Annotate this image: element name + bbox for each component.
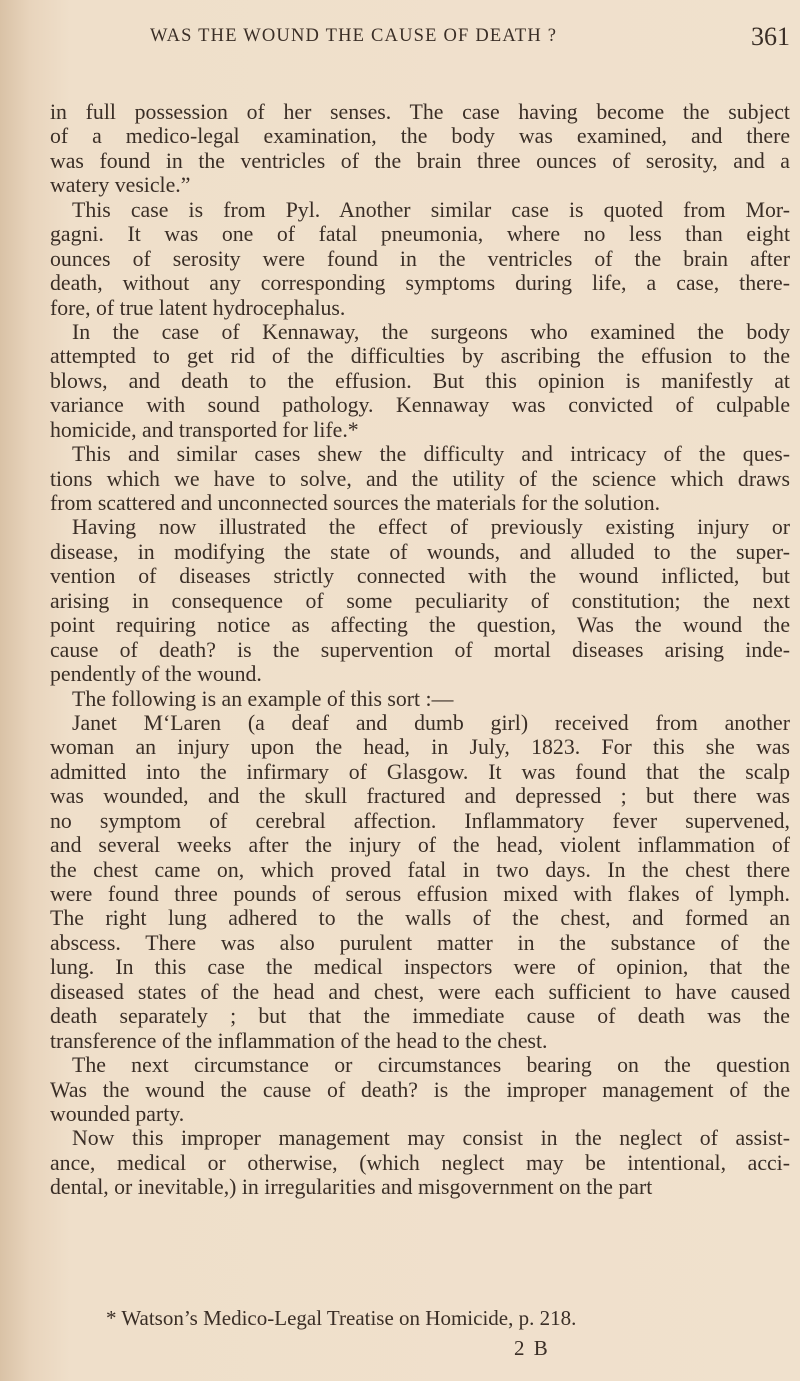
text-line: variance with sound pathology. Kennaway was convicted of culpable: [50, 393, 790, 418]
text-line: death, without any corresponding symptoms during life, a case, there-: [50, 271, 790, 296]
text-line: ance, medical or otherwise, (which neglect may be intentional, acci-: [50, 1150, 790, 1175]
paragraph: [50, 1053, 790, 1126]
text-line: ounces of serosity were found in the ventricles of the brain after: [50, 246, 790, 271]
footnote: * Watson’s Medico-Legal Treatise on Homicide, p. 218.: [106, 1306, 577, 1330]
paragraph: [50, 687, 790, 711]
text-line: In the case of Kennaway, the surgeons who examined the body: [72, 319, 790, 344]
text-line: blows, and death to the effusion. But this opinion is manifestly at: [50, 368, 790, 393]
running-title: WAS THE WOUND THE CAUSE OF DEATH ?: [150, 26, 558, 46]
text-line: no symptom of cerebral affection. Inflammatory fever supervened,: [50, 808, 790, 833]
text-line: homicide, and transported for life.*: [50, 417, 359, 442]
text-line: transference of the inflammation of the head to the chest.: [50, 1028, 548, 1053]
text-line: was found in the ventricles of the brain three ounces of serosity, and a: [50, 148, 790, 173]
text-line: of a medico-legal examination, the body was examined, and there: [50, 124, 790, 149]
text-line: admitted into the infirmary of Glasgow. It was found that the scalp: [50, 759, 790, 784]
text-line: were found three pounds of serous effusion mixed with flakes of lymph.: [50, 882, 790, 906]
text-line: fore, of true latent hydrocephalus.: [50, 295, 346, 320]
text-line: from scattered and unconnected sources the materials for the solution.: [50, 491, 661, 515]
text-line: attempted to get rid of the difficulties by ascribing the effusion to the: [50, 344, 790, 369]
text-line: This and similar cases shew the difficulty and intricacy of the ques-: [72, 442, 790, 467]
text-line: pendently of the wound.: [50, 662, 262, 687]
text-line: the chest came on, which proved fatal in two days. In the chest there: [50, 857, 790, 882]
text-line: in full possession of her senses. The case having become the subject: [50, 100, 790, 124]
paragraph: [50, 515, 790, 686]
text-line: Now this improper management may consist in the neglect of assist-: [72, 1126, 790, 1151]
text-line: abscess. There was also purulent matter in the substance of the: [50, 930, 790, 955]
text-line: vention of diseases strictly connected with the wound inflicted, but: [50, 564, 790, 589]
text-line: point requiring notice as affecting the question, Was the wound the: [50, 613, 790, 638]
paragraph: [50, 442, 790, 515]
text-line: disease, in modifying the state of wounds, and alluded to the super-: [50, 539, 790, 564]
text-line: arising in consequence of some peculiarity of constitution; the next: [50, 588, 790, 613]
text-line: This case is from Pyl. Another similar case is quoted from Mor-: [72, 197, 790, 222]
paragraph: [50, 1126, 790, 1199]
text-line: diseased states of the head and chest, were each sufficient to have caused: [50, 979, 790, 1004]
text-line: Having now illustrated the effect of previously existing injury or: [72, 515, 790, 540]
text-line: tions which we have to solve, and the utility of the science which draws: [50, 466, 790, 491]
text-line: woman an injury upon the head, in July, 1823. For this she was: [50, 735, 790, 760]
text-line: wounded party.: [50, 1101, 185, 1126]
page-number: 361: [751, 22, 790, 51]
text-line: and several weeks after the injury of the head, violent inflammation of: [50, 833, 790, 858]
text-line: The right lung adhered to the walls of the chest, and formed an: [50, 906, 790, 931]
text-line: Was the wound the cause of death? is the improper management of the: [50, 1077, 790, 1102]
page-header: [150, 22, 790, 56]
paragraph: [50, 100, 790, 198]
text-line: cause of death? is the supervention of mortal diseases arising inde-: [50, 637, 790, 662]
text-line: death separately ; but that the immediate cause of death was the: [50, 1004, 790, 1029]
text-line: The next circumstance or circumstances bearing on the question: [72, 1053, 790, 1078]
signature-mark: 2 B: [514, 1336, 550, 1360]
paragraph: [50, 198, 790, 320]
text-line: gagni. It was one of fatal pneumonia, where no less than eight: [50, 222, 790, 247]
paragraph: [50, 320, 790, 442]
text-line: watery vesicle.”: [50, 173, 191, 198]
text-line: The following is an example of this sort :—: [72, 686, 454, 711]
text-line: was wounded, and the skull fractured and depressed ; but there was: [50, 784, 790, 809]
body-text: [50, 100, 790, 1200]
paragraph: [50, 711, 790, 1053]
text-line: Janet M‘Laren (a deaf and dumb girl) received from another: [72, 710, 790, 735]
text-line: lung. In this case the medical inspectors were of opinion, that the: [50, 955, 790, 980]
text-line: dental, or inevitable,) in irregularities and misgovernment on the part: [50, 1175, 653, 1200]
